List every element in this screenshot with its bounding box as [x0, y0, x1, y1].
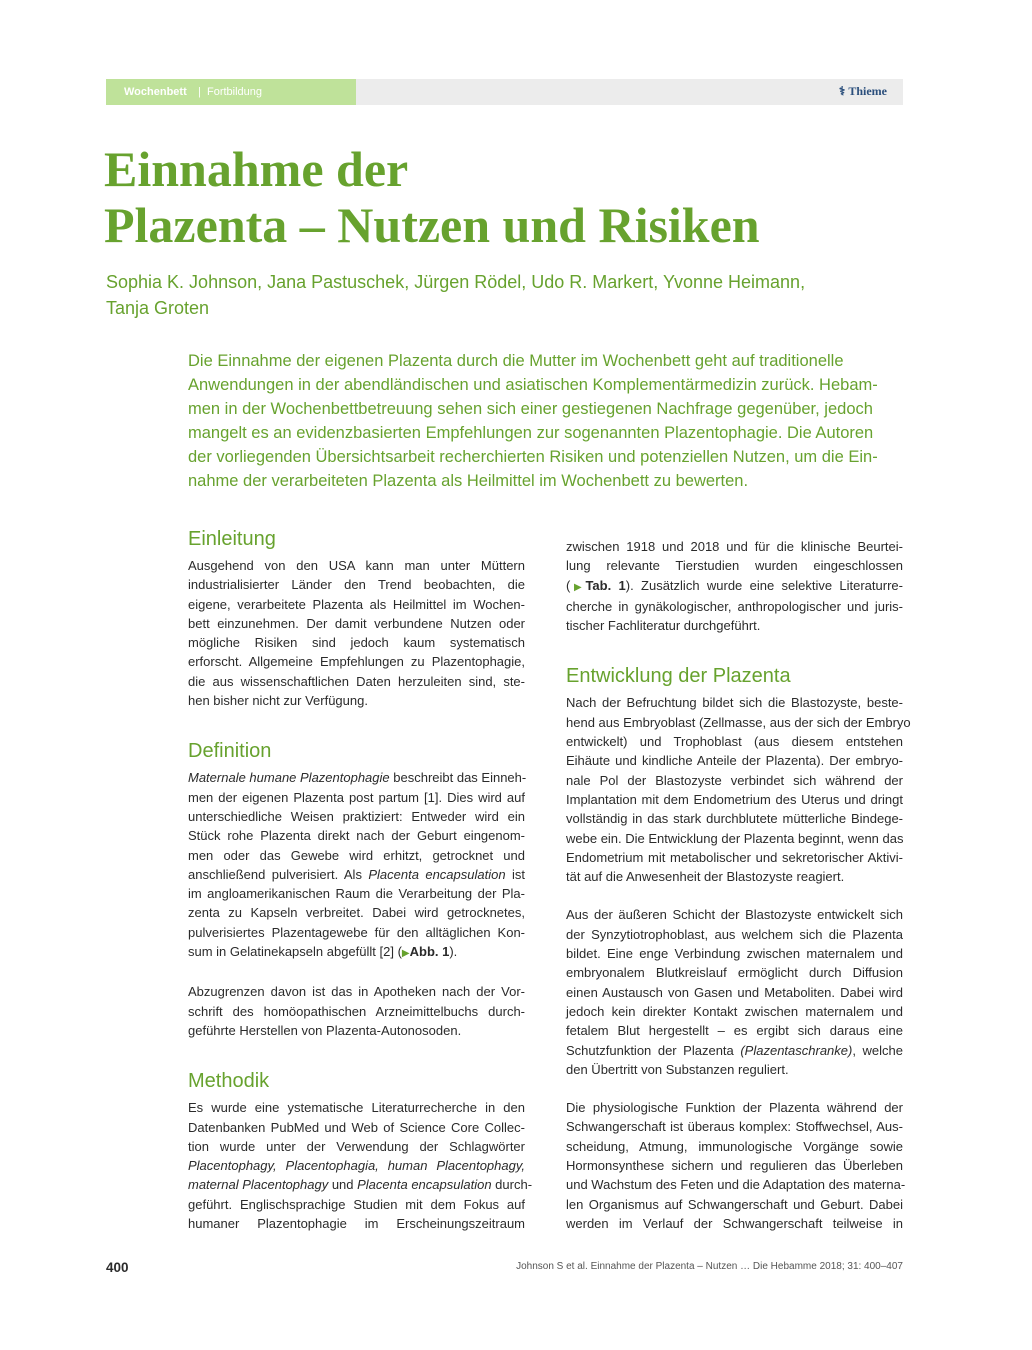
text-line: bildet. Eine enge Verbindung zwischen maternalem und — [566, 946, 903, 962]
heading-entwicklung: Entwicklung der Plazenta — [566, 665, 791, 688]
text-line: Es wurde eine ystematische Literaturrecherche in den — [188, 1100, 525, 1116]
thieme-logo-icon: ⚕ — [838, 84, 846, 98]
text-line: unterschiedliche Weisen praktiziert: Entweder wird ein — [188, 808, 525, 824]
author-line: Tanja Groten — [106, 298, 210, 318]
text-line — [188, 865, 525, 884]
text-line: bett einzunehmen. Der damit verbundene Nutzen oder — [188, 615, 525, 631]
text-line: Abzugrenzen davon ist das in Apotheken nach der Vor- — [188, 984, 525, 1000]
publisher-logo — [839, 84, 887, 99]
paragraph-einleitung — [188, 556, 525, 710]
left-column — [188, 525, 533, 1233]
text-line: die aus wissenschaftlichen Daten herzuleiten sind, ste- — [188, 673, 525, 689]
author-line: Sophia K. Johnson, Jana Pastuschek, Jürgen Rödel, Udo R. Markert, Yvonne Heimann, — [106, 272, 806, 292]
italic-term: Maternale humane Plazentophagie — [188, 770, 390, 786]
page-number: 400 — [106, 1260, 129, 1275]
text-line: len Organismus auf Schwangerschaft und Geburt. Dabei — [566, 1196, 903, 1212]
heading-methodik: Methodik — [188, 1070, 270, 1093]
abstract-line: men in der Wochenbettbetreuung sehen sich einer gestiegenen Nachfrage gegenüber, jedoch — [188, 400, 873, 418]
author-list — [106, 269, 886, 321]
text-line: Nach der Befruchtung bildet sich die Blastozyste, beste- — [566, 695, 903, 711]
text-line — [188, 942, 525, 963]
text-fragment: ). — [449, 944, 458, 960]
text-line: lung relevante Tierstudien wurden eingeschlossen — [566, 558, 903, 574]
text-line — [188, 1175, 533, 1194]
text-line — [188, 768, 525, 787]
text-line: Hormonsynthese sichern und regulieren das Überleben — [566, 1158, 903, 1174]
text-line: pulverisiertes Plazentagewebe für den alltäglichen Kon- — [188, 924, 525, 940]
paragraph-entwicklung-2 — [566, 905, 903, 1079]
text-line: Datenbanken PubMed und Web of Science Core Collec- — [188, 1119, 525, 1135]
text-line: Implantation mit dem Endometrium des Uterus und dringt — [566, 791, 903, 807]
text-line: Schwangerschaft ist überaus komplex: Stoffwechsel, Aus- — [566, 1119, 903, 1135]
text-fragment: ist — [505, 866, 525, 882]
text-fragment: anschließend pulverisiert. Als — [188, 866, 369, 882]
figure-reference-link[interactable]: Abb. 1 — [409, 944, 450, 960]
abstract-line: Die Einnahme der eigenen Plazenta durch die Mutter im Wochenbett geht auf traditionelle — [188, 352, 844, 370]
paragraph-methodik-continued — [566, 537, 903, 635]
text-fragment: durch- — [491, 1177, 533, 1193]
paragraph-definition — [188, 768, 525, 963]
text-fragment: Schutzfunktion der Plazenta — [566, 1042, 741, 1058]
italic-keywords: Placentophagy, Placentophagia, human Placentophagy, — [188, 1158, 525, 1174]
text-line: humaner Plazentophagie im Erscheinungszeitraum — [188, 1216, 525, 1232]
text-fragment: sum in Gelatinekapseln abgefüllt [2] ( — [188, 944, 402, 960]
paragraph-entwicklung-3 — [566, 1098, 906, 1233]
text-line: men der eigenen Plazenta post partum [1]. Dies wird auf — [188, 789, 525, 805]
arrow-right-icon: ▶ — [570, 581, 586, 593]
text-fragment: und — [328, 1177, 358, 1193]
text-line: (▶Tab. 1). Zusätzlich wurde eine selektive Literaturre- — [566, 577, 903, 593]
table-reference-link[interactable]: Tab. 1 — [585, 577, 626, 593]
paragraph-entwicklung-1 — [566, 693, 911, 886]
text-line: entwickelt) und Trophoblast (aus diesem entstehen — [566, 734, 903, 750]
abstract-line: mangelt es an evidenzbasierten Empfehlungen zur sogenannten Plazentophagie. Die Autoren — [188, 424, 874, 442]
text-line: tät auf die Anwesenheit der Blastozyste reagiert. — [566, 869, 845, 885]
paragraph-methodik — [188, 1098, 533, 1233]
text-line: im angloamerikanischen Raum die Verarbeitung der Pla- — [188, 886, 525, 902]
text-line: fetalem Blut hergestellt – es ergibt sich daraus eine — [566, 1023, 903, 1039]
text-line: Endometrium mit metabolischer und sekretorischer Aktivi- — [566, 849, 903, 865]
text-line: geführt. Englischsprachige Studien mit dem Fokus auf — [188, 1196, 525, 1212]
citation-footer: Johnson S et al. Einnahme der Plazenta – Nutzen … Die Hebamme 2018; 31: 400–407 — [516, 1261, 903, 1272]
text-line: Eihäute und kindliche Anteile der Plazenta). Der embryo- — [566, 753, 903, 769]
italic-term: Placenta encapsulation — [368, 866, 506, 882]
text-line: erforscht. Allgemeine Empfehlungen zu Plazentophagie, — [188, 654, 525, 670]
text-line: Die physiologische Funktion der Plazenta während der — [566, 1100, 903, 1116]
right-column — [566, 537, 911, 1233]
text-line: zenta zu Kapseln verbreitet. Dabei wird getrocknetes, — [188, 905, 525, 921]
text-line: eigene, verarbeitete Plazenta als Heilmittel im Wochen- — [188, 596, 525, 612]
text-fragment: beschreibt das Einneh- — [389, 770, 527, 786]
title-line: Plazenta – Nutzen und Risiken — [104, 197, 760, 253]
text-line: Ausgehend von den USA kann man unter Müttern — [188, 558, 525, 573]
text-line: geführte Herstellen von Plazenta-Autonosoden. — [188, 1022, 462, 1038]
text-line: und Wachstum des Feten und die Adaptation des materna- — [566, 1177, 906, 1193]
abstract-line: der vorliegenden Übersichtsarbeit recherchierten Risiken und potenziellen Nutzen, um die Ein- — [188, 448, 878, 466]
text-line: cherche in gynäkologischer, anthropologischer und juris- — [566, 598, 903, 614]
title-line: Einnahme der — [104, 141, 409, 197]
text-line: vollständig in das stark durchblutete mütterliche Bindege- — [566, 811, 903, 827]
heading-einleitung: Einleitung — [188, 528, 276, 550]
text-line: embryonalem Blutkreislauf ermöglicht durch Diffusion — [566, 965, 903, 981]
text-line: einen Austausch von Gasen und Metaboliten. Dabei wird — [566, 984, 903, 1000]
italic-keyword: Placenta encapsulation — [357, 1177, 492, 1193]
header-bar — [106, 79, 903, 105]
subsection-label: Fortbildung — [207, 86, 263, 98]
text-line: industrialisierter Länder den Trend beobachten, die — [188, 577, 525, 593]
section-label-box — [106, 79, 356, 105]
abstract — [188, 349, 903, 493]
text-line: tischer Fachliteratur durchgeführt. — [566, 618, 761, 634]
italic-keyword: maternal Placentophagy — [188, 1177, 329, 1193]
text-line: mögliche Risiken sind jedoch kaum systematisch — [188, 635, 525, 651]
article-title — [104, 141, 924, 253]
text-fragment: , welche — [852, 1042, 903, 1058]
abstract-line: nahme der verarbeiteten Plazenta als Heilmittel im Wochenbett zu bewerten. — [188, 472, 749, 490]
text-line: tion wurde unter der Verwendung der Schlagwörter — [188, 1138, 525, 1154]
italic-term: (Plazentaschranke) — [740, 1042, 853, 1058]
heading-definition: Definition — [188, 740, 272, 763]
text-line: Stück rohe Plazenta direkt nach der Geburt eingenom- — [188, 828, 525, 844]
text-line: nale Pol der Blastozyste verbindet sich während der — [566, 772, 903, 788]
text-line: hend aus Embryoblast (Zellmasse, aus der sich der Embryo — [566, 714, 911, 730]
text-line: schrift des homöopathischen Arzneimittelbuchs durch- — [188, 1003, 525, 1019]
text-line — [566, 1041, 903, 1060]
text-line: hen bisher nicht zur Verfügung. — [188, 693, 368, 709]
text-line: webe ein. Die Entwicklung der Plazenta beginnt, wenn das — [566, 830, 904, 846]
section-separator: | — [198, 86, 201, 98]
abstract-line: Anwendungen in der abendländischen und asiatischen Komplementärmedizin zurück. Hebam- — [188, 376, 878, 394]
text-fragment: ). Zusätzlich wurde eine selektive Literaturre- — [625, 577, 903, 593]
text-line: scheidung, Atmung, immunologische Vorgänge sowie — [566, 1138, 903, 1154]
text-line: zwischen 1918 und 2018 und für die klinische Beurtei- — [566, 539, 903, 554]
text-line: der Synzytiotrophoblast, aus welchem sich die Plazenta — [566, 926, 903, 942]
text-line: men oder das Gewebe wird erhitzt, getrocknet und — [188, 847, 525, 863]
section-label: Wochenbett — [124, 86, 187, 98]
text-line: werden im Verlauf der Schwangerschaft teilweise in — [566, 1215, 903, 1231]
text-line — [188, 1156, 525, 1175]
arrow-right-icon: ▶ — [401, 948, 410, 960]
text-line: den Übertritt von Substanzen reguliert. — [566, 1061, 789, 1077]
publisher-name: Thieme — [848, 84, 887, 98]
text-line: Aus der äußeren Schicht der Blastozyste entwickelt sich — [566, 907, 903, 923]
paragraph-definition-2 — [188, 982, 525, 1040]
text-line: jedoch kein direkter Kontakt zwischen maternalem und — [566, 1003, 903, 1019]
